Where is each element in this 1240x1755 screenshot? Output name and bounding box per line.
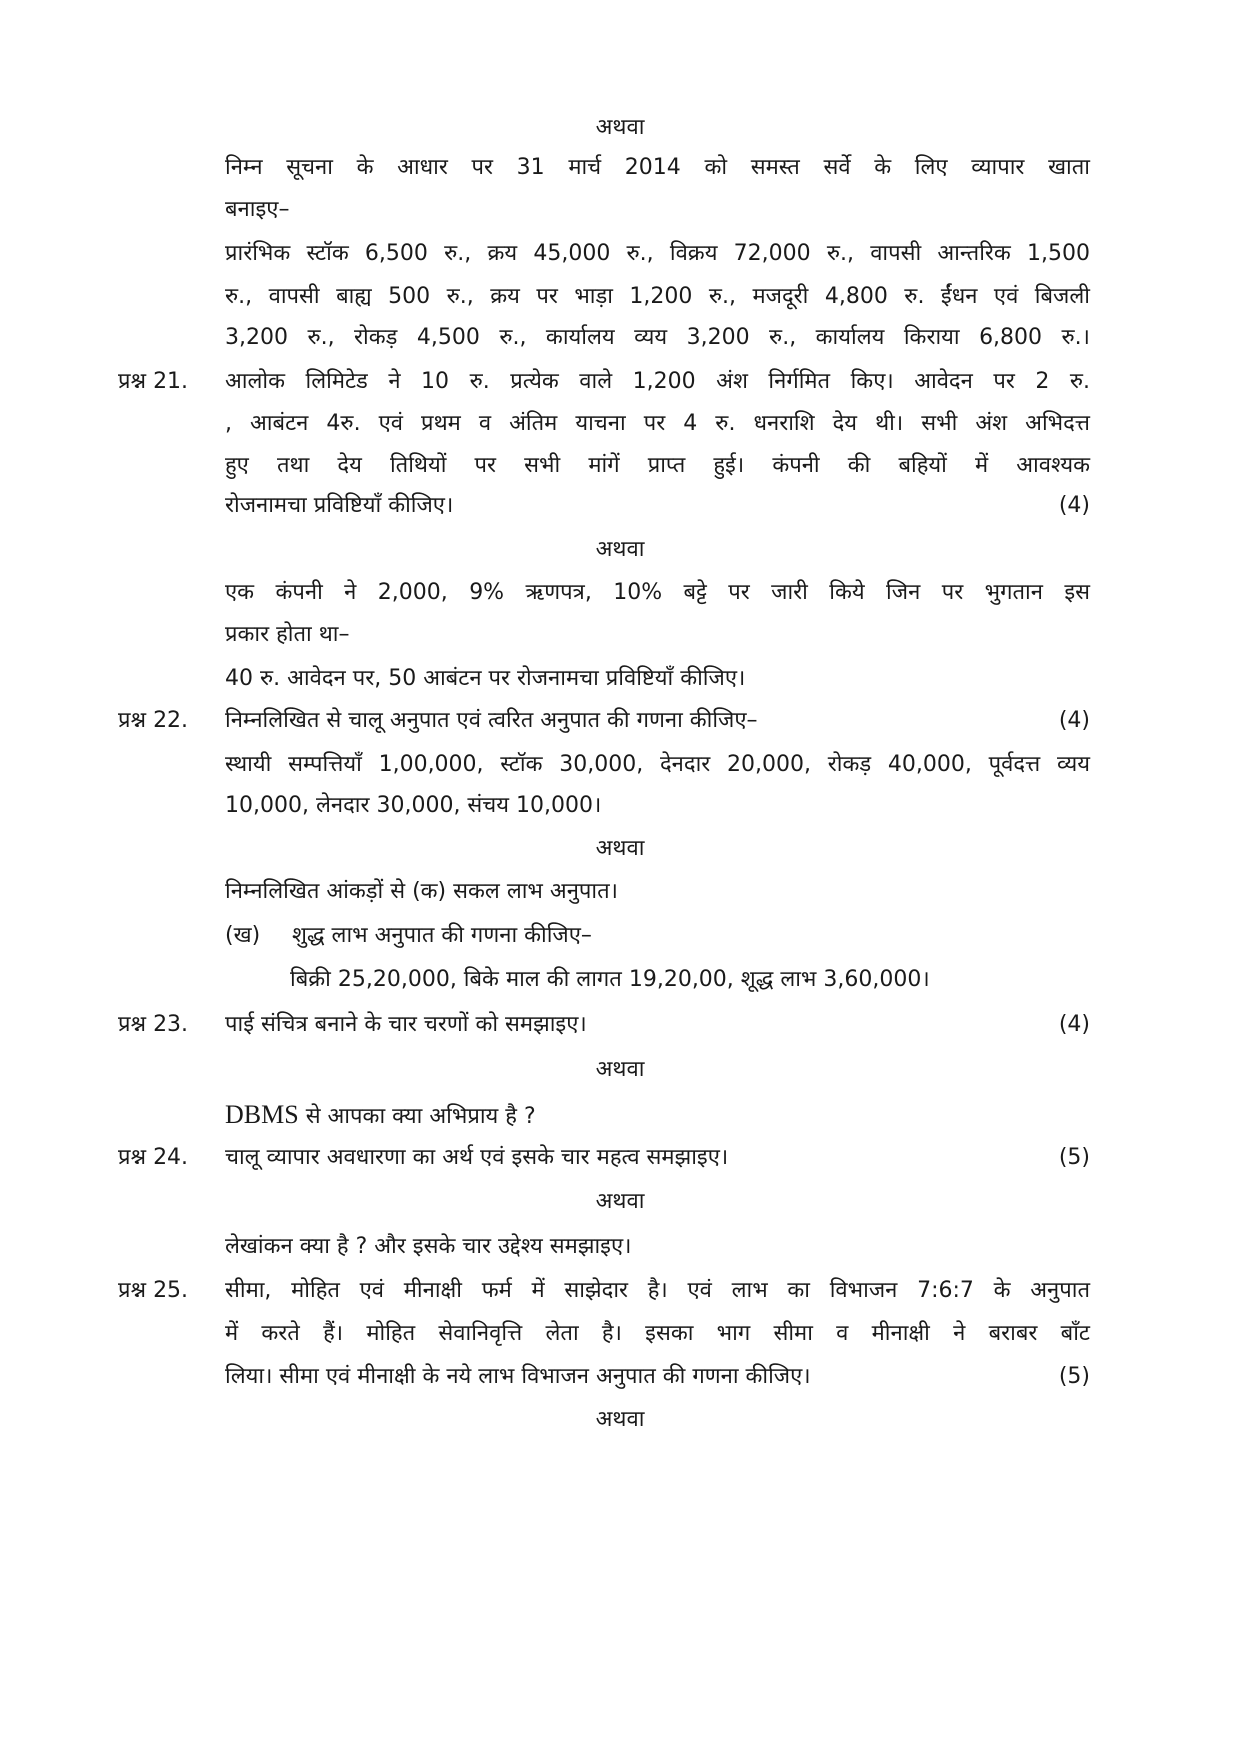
or-heading: अथवा (595, 1189, 645, 1214)
question-text: लिया। सीमा एवं मीनाक्षी के नये लाभ विभाजन अनुपात की गणना कीजिए। (225, 1364, 811, 1389)
marks: (5) (1058, 1364, 1090, 1389)
marks: (4) (1058, 708, 1090, 733)
question-text: स्थायी सम्पत्तियाँ 1,00,000, स्टॉक 30,000, देनदार 20,000, रोकड़ 40,000, पूर्वदत्त व्यय (225, 752, 1090, 777)
or-heading: अथवा (595, 537, 645, 562)
question-text: 40 रु. आवेदन पर, 50 आबंटन पर रोजनामचा प्रविष्टियाँ कीजिए। (225, 666, 746, 691)
question-number: प्रश्न 25. (118, 1278, 189, 1303)
question-text: रोजनामचा प्रविष्टियाँ कीजिए। (225, 493, 454, 518)
question-text: शुद्ध लाभ अनुपात की गणना कीजिए– (292, 923, 592, 948)
question-text: निम्नलिखित आंकड़ों से (क) सकल लाभ अनुपात। (225, 879, 618, 904)
question-text: निम्नलिखित से चालू अनुपात एवं त्वरित अनुपात की गणना कीजिए– (225, 708, 758, 733)
or-heading: अथवा (595, 115, 645, 140)
question-text (225, 1100, 536, 1132)
question-text: एक कंपनी ने 2,000, 9% ऋणपत्र, 10% बट्टे पर जारी किये जिन पर भुगतान इस (225, 580, 1090, 605)
question-number: प्रश्न 24. (118, 1145, 189, 1170)
question-text: हुए तथा देय तिथियों पर सभी मांगें प्राप्त हुई। कंपनी की बहियों में आवश्यक (225, 453, 1090, 478)
marks: (4) (1058, 1012, 1090, 1037)
question-text: 10,000, लेनदार 30,000, संचय 10,000। (225, 793, 602, 818)
marks: (4) (1058, 493, 1090, 518)
question-text: प्रकार होता था– (225, 622, 350, 647)
dbms-term: DBMS (225, 1100, 299, 1129)
question-text: में करते हैं। मोहित सेवानिवृत्ति लेता है। इसका भाग सीमा व मीनाक्षी ने बराबर बाँट (225, 1321, 1090, 1346)
question-text: बनाइए– (225, 197, 290, 222)
or-heading: अथवा (595, 1057, 645, 1082)
question-number: प्रश्न 22. (118, 708, 189, 733)
question-text: प्रारंभिक स्टॉक 6,500 रु., क्रय 45,000 रु., विक्रय 72,000 रु., वापसी आन्तरिक 1,500 (225, 241, 1090, 266)
question-text: 3,200 रु., रोकड़ 4,500 रु., कार्यालय व्यय 3,200 रु., कार्यालय किराया 6,800 रु.। (225, 325, 1090, 350)
question-number: प्रश्न 21. (118, 369, 189, 394)
question-text: बिक्री 25,20,000, बिके माल की लागत 19,20,00, शूद्ध लाभ 3,60,000। (290, 967, 930, 992)
question-text: , आबंटन 4रु. एवं प्रथम व अंतिम याचना पर 4 रु. धनराशि देय थी। सभी अंश अभिदत्त (225, 411, 1090, 436)
question-text: निम्न सूचना के आधार पर 31 मार्च 2014 को समस्त सर्वे के लिए व्यापार खाता (225, 155, 1090, 180)
question-text: सीमा, मोहित एवं मीनाक्षी फर्म में साझेदार है। एवं लाभ का विभाजन 7:6:7 के अनुपात (225, 1278, 1090, 1303)
question-number: प्रश्न 23. (118, 1012, 189, 1037)
question-text: रु., वापसी बाह्य 500 रु., क्रय पर भाड़ा 1,200 रु., मजदूरी 4,800 रु. ईंधन एवं बिजली (225, 284, 1090, 309)
marks: (5) (1058, 1145, 1090, 1170)
or-heading: अथवा (595, 836, 645, 861)
or-heading: अथवा (595, 1407, 645, 1432)
question-text: चालू व्यापार अवधारणा का अर्थ एवं इसके चार महत्व समझाइए। (225, 1145, 729, 1170)
question-text: आलोक लिमिटेड ने 10 रु. प्रत्येक वाले 1,200 अंश निर्गमित किए। आवेदन पर 2 रु. (225, 369, 1090, 394)
question-text: लेखांकन क्या है ? और इसके चार उद्देश्य समझाइए। (225, 1234, 632, 1259)
sub-part-label: (ख) (225, 923, 261, 948)
question-text-rest: से आपका क्या अभिप्राय है ? (298, 1104, 536, 1129)
question-text: पाई संचित्र बनाने के चार चरणों को समझाइए। (225, 1012, 587, 1037)
